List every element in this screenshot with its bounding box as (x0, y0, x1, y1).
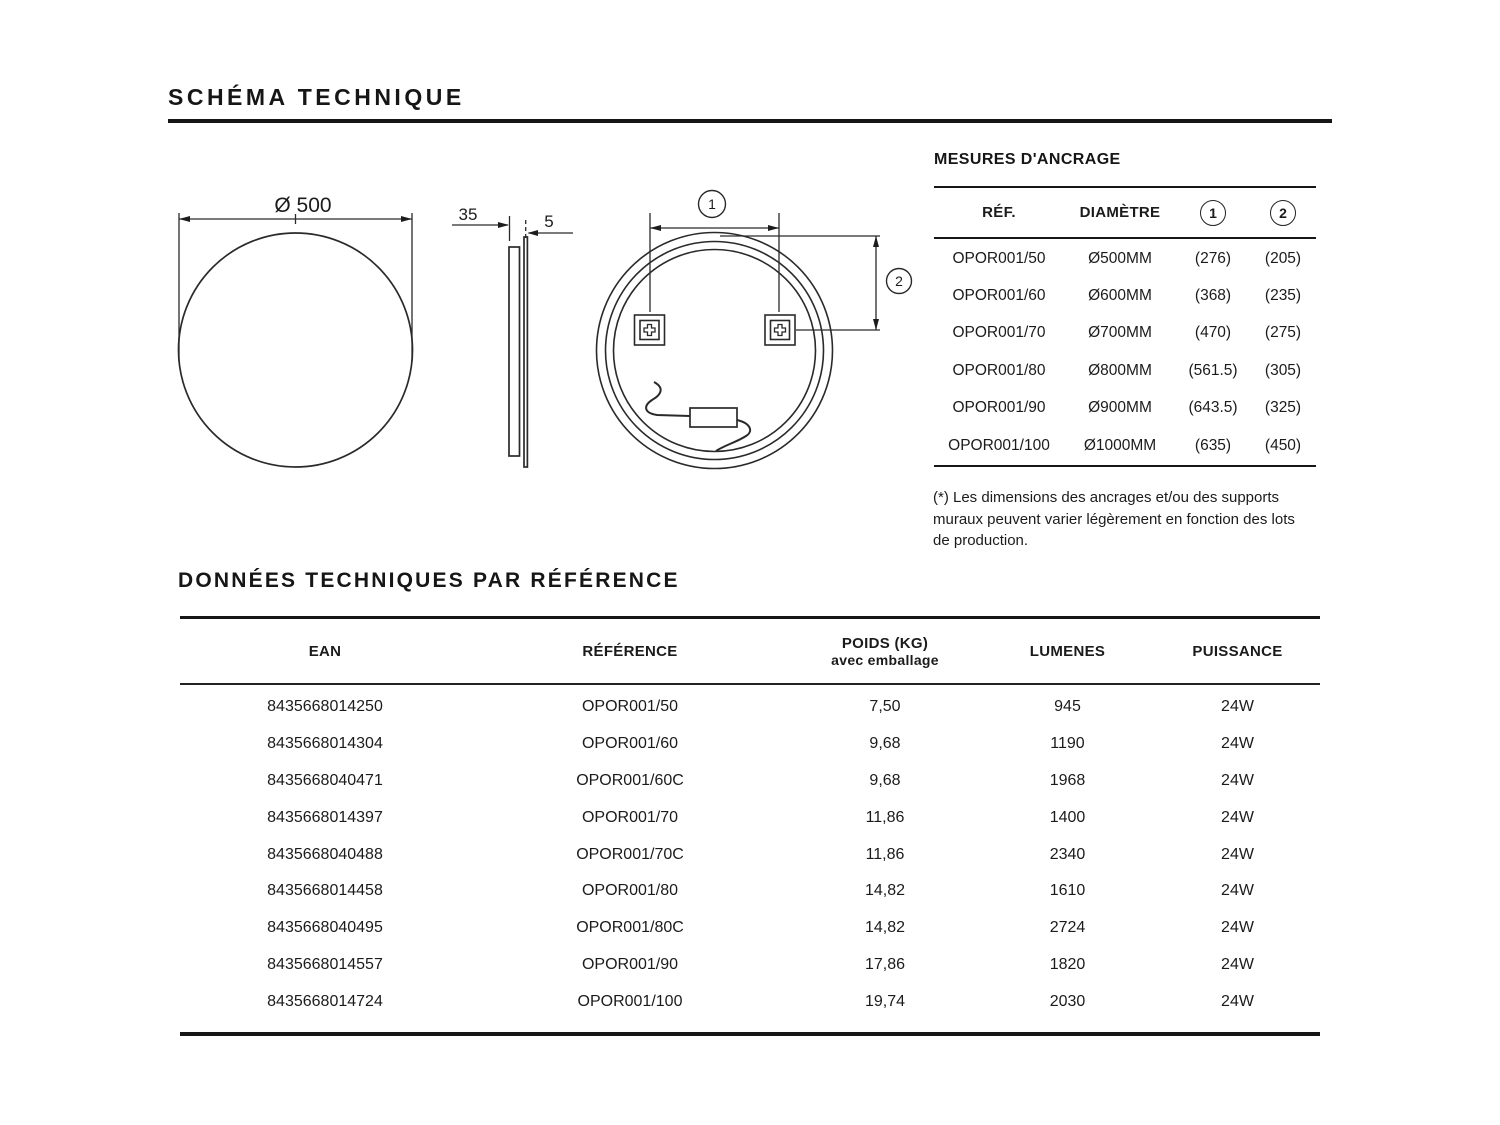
table-cell: OPOR001/80 (581, 882, 679, 900)
arrow-right-icon (401, 216, 412, 222)
arrow-up-icon (873, 236, 879, 247)
table-cell: 24W (1221, 845, 1254, 863)
table-row (180, 910, 1320, 947)
arrow-left-icon (179, 216, 190, 222)
table-cell: 9,68 (869, 771, 901, 789)
table-cell: 17,86 (864, 955, 906, 973)
diameter-dimension (179, 213, 412, 362)
table-cell: (643.5) (1188, 399, 1238, 417)
table-cell: (235) (1264, 287, 1302, 305)
side-depth-label: 35 (458, 205, 478, 224)
table-cell: 1190 (1050, 735, 1085, 753)
table-cell: OPOR001/60C (576, 771, 684, 789)
arrow-left-icon (528, 230, 539, 236)
table-cell: 8435668040495 (267, 919, 383, 937)
col-header-poids-line2: avec emballage (831, 651, 939, 668)
anchor-table (934, 186, 1316, 467)
table-cell: 2340 (1049, 845, 1086, 863)
table-row (934, 240, 1316, 277)
table-cell: Ø600MM (1088, 287, 1152, 305)
technical-drawing (160, 185, 940, 485)
table-cell: 8435668014724 (267, 992, 383, 1010)
arrow-right-icon (498, 222, 509, 228)
table-cell: 24W (1221, 919, 1254, 937)
section-title-donnees: DONNÉES TECHNIQUES PAR RÉFÉRENCE (178, 569, 680, 592)
side-glass-label: 5 (544, 212, 554, 231)
circled-2-icon: 2 (1270, 200, 1296, 226)
table-cell: OPOR001/100 (577, 992, 683, 1010)
table-cell: 8435668014250 (267, 698, 383, 716)
front-diameter-label: Ø 500 (274, 194, 332, 217)
table-cell: (275) (1264, 324, 1302, 342)
table-row (180, 983, 1320, 1020)
table-cell: (305) (1264, 361, 1302, 379)
table-row (934, 315, 1316, 352)
anchor-table-body (934, 239, 1316, 465)
mirror-frame-profile (509, 247, 520, 456)
table-row (180, 763, 1320, 800)
glass-pane-profile (524, 237, 527, 467)
anchor-spacing-dimension (650, 213, 779, 312)
table-cell: (561.5) (1188, 361, 1238, 379)
table-cell: (276) (1194, 249, 1232, 267)
col-header-reference: RÉFÉRENCE (582, 642, 678, 660)
col-header-poids (790, 635, 980, 668)
table-cell: Ø700MM (1088, 324, 1152, 342)
table-cell: 945 (1054, 698, 1081, 716)
table-cell: OPOR001/60 (581, 735, 679, 753)
col-header-diametre: DIAMÈTRE (1079, 204, 1161, 221)
dim1-label: 1 (708, 196, 716, 212)
table-cell: 24W (1221, 698, 1254, 716)
table-cell: 14,82 (864, 882, 906, 900)
table-cell: 24W (1221, 882, 1254, 900)
back-view-drawing (597, 191, 912, 469)
table-cell: 24W (1221, 735, 1254, 753)
table-cell: 2030 (1049, 992, 1086, 1010)
table-row (180, 873, 1320, 910)
col-header-ref: RÉF. (982, 204, 1016, 221)
table-cell: (325) (1264, 399, 1302, 417)
table-cell: 8435668014304 (267, 735, 383, 753)
table-cell: (368) (1194, 287, 1232, 305)
anchor-table-header (934, 188, 1316, 239)
table-cell: 1400 (1049, 808, 1086, 826)
table-cell: Ø1000MM (1083, 436, 1157, 454)
anchor-footnote: (*) Les dimensions des ancrages et/ou des supports muraux peuvent varier légèrement en fonction des lots de production. (933, 489, 1295, 549)
table-cell: 24W (1221, 808, 1254, 826)
table-cell: 19,74 (864, 992, 906, 1010)
table-row (180, 689, 1320, 726)
side-view-drawing (452, 205, 573, 467)
table-cell: 24W (1221, 992, 1254, 1010)
table-cell: OPOR001/70 (952, 324, 1046, 342)
table-cell: OPOR001/90 (952, 399, 1046, 417)
col-header-puissance: PUISSANCE (1192, 642, 1283, 660)
col-header-lumenes: LUMENES (1029, 642, 1106, 660)
col-header-dim2 (1250, 200, 1316, 226)
table-cell: OPOR001/80C (576, 919, 684, 937)
table-cell: (470) (1194, 324, 1232, 342)
table-row (180, 799, 1320, 836)
table-cell: Ø800MM (1088, 361, 1152, 379)
table-cell: OPOR001/80 (952, 361, 1046, 379)
table-row (180, 726, 1320, 763)
tech-table (180, 616, 1320, 1036)
table-row (934, 427, 1316, 464)
arrow-right-icon (768, 225, 779, 231)
power-cable (646, 382, 690, 416)
table-cell: (450) (1264, 436, 1302, 454)
back-outer-circle (597, 233, 833, 469)
table-cell: 1968 (1049, 771, 1086, 789)
col-header-poids-line1: POIDS (KG) (841, 634, 929, 652)
table-cell: OPOR001/50 (952, 249, 1046, 267)
table-cell: 24W (1221, 771, 1254, 789)
table-cell: Ø900MM (1088, 399, 1152, 417)
table-cell: OPOR001/100 (948, 436, 1050, 454)
table-cell: OPOR001/90 (581, 955, 679, 973)
tech-table-body (180, 685, 1320, 1020)
col-header-dim1 (1176, 200, 1250, 226)
table-cell: (205) (1264, 249, 1302, 267)
table-row (934, 352, 1316, 389)
table-cell: OPOR001/50 (581, 698, 679, 716)
table-cell: 9,68 (869, 735, 901, 753)
table-cell: 11,86 (865, 808, 905, 826)
arrow-left-icon (650, 225, 661, 231)
table-cell: OPOR001/70C (576, 845, 684, 863)
table-cell: 11,86 (865, 845, 905, 863)
table-cell: (635) (1194, 436, 1232, 454)
back-inner-circle (614, 250, 816, 452)
anchor-table-title: MESURES D'ANCRAGE (934, 151, 1121, 168)
driver-box (690, 408, 737, 427)
tech-table-header (180, 619, 1320, 685)
table-cell: 2724 (1049, 919, 1086, 937)
mirror-front-circle (179, 233, 413, 467)
table-row (934, 277, 1316, 314)
dim2-label: 2 (895, 273, 903, 289)
anchor-plate-icon (765, 315, 795, 345)
table-cell: 1820 (1049, 955, 1086, 973)
table-cell: 7,50 (869, 698, 901, 716)
circled-1-icon: 1 (1200, 200, 1226, 226)
table-cell: 14,82 (864, 919, 906, 937)
table-cell: 8435668040488 (267, 845, 383, 863)
table-row (180, 947, 1320, 984)
arrow-down-icon (873, 319, 879, 330)
table-cell: 8435668014397 (267, 808, 383, 826)
table-row (180, 836, 1320, 873)
table-cell: 8435668014557 (267, 955, 383, 973)
section-title-schema: SCHÉMA TECHNIQUE (168, 84, 465, 110)
table-cell: 8435668014458 (267, 882, 383, 900)
table-cell: OPOR001/70 (581, 808, 679, 826)
table-row (934, 390, 1316, 427)
anchor-plate-icon (635, 315, 665, 345)
front-view-drawing (179, 194, 413, 467)
table-cell: 8435668040471 (267, 771, 383, 789)
table-cell: Ø500MM (1088, 249, 1152, 267)
col-header-ean: EAN (308, 642, 342, 660)
title-underline (168, 119, 1332, 123)
table-cell: 24W (1221, 955, 1254, 973)
table-cell: 1610 (1049, 882, 1086, 900)
table-cell: OPOR001/60 (952, 287, 1046, 305)
